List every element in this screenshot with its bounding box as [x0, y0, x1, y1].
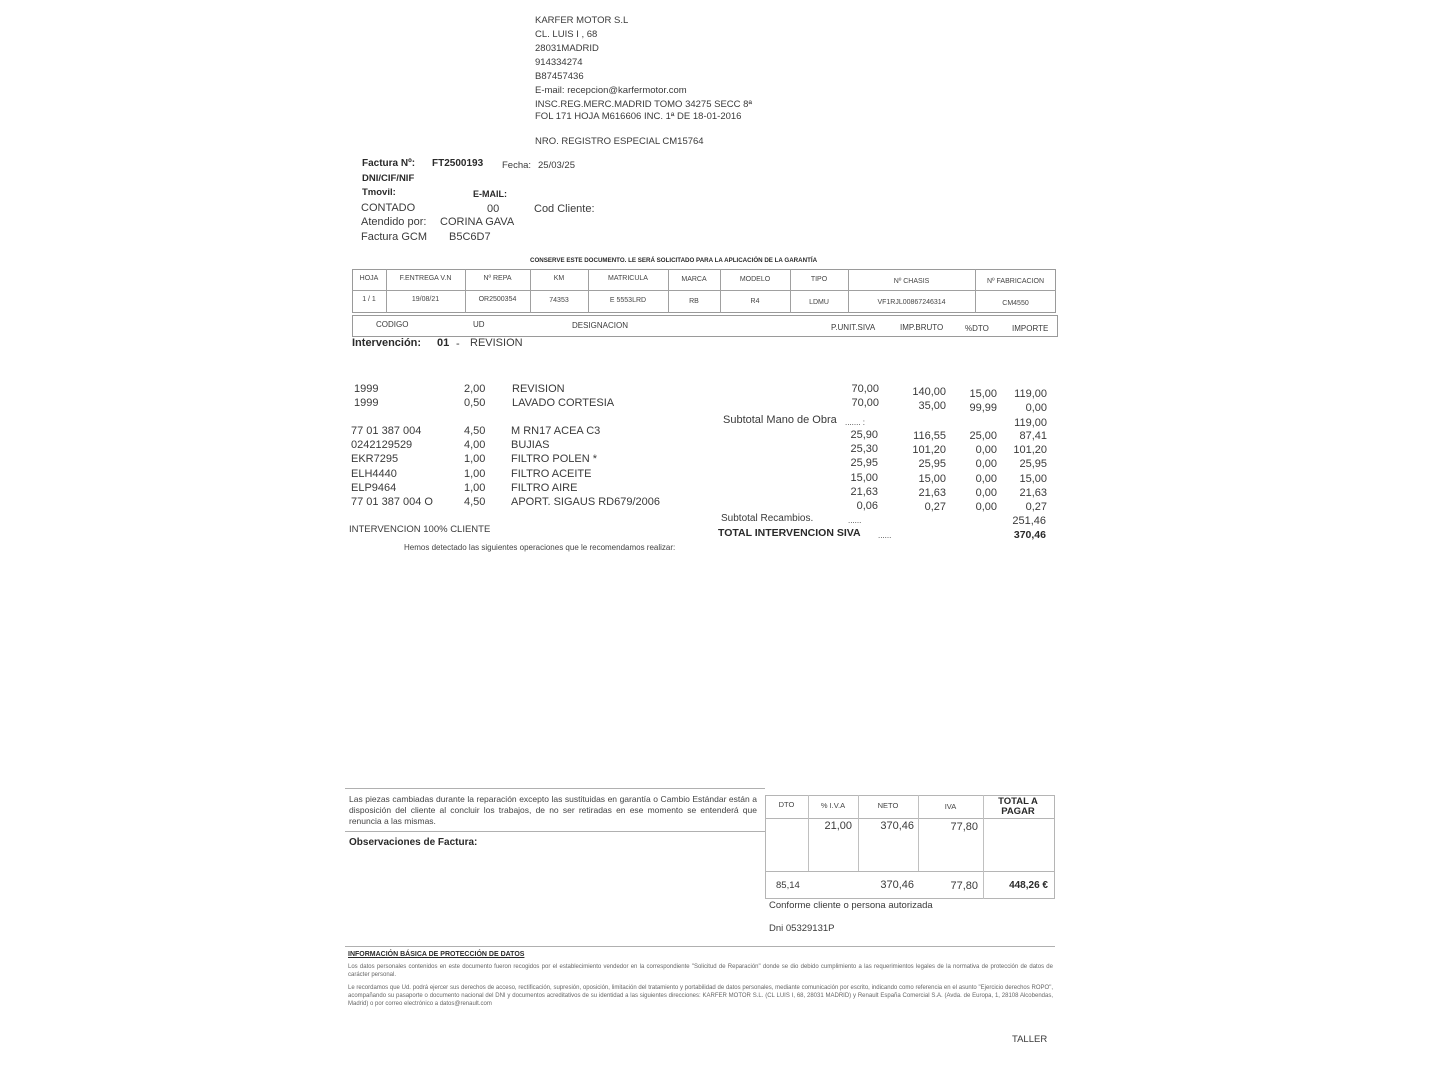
part-ud: 4,50	[464, 425, 486, 437]
parts-row	[0, 425, 1440, 442]
subtotal-parts-dots: ......	[848, 516, 862, 525]
conformity-label: Conforme cliente o persona autorizada	[769, 900, 933, 911]
parts-row	[0, 482, 1440, 499]
labor-punit: 70,00	[851, 383, 879, 395]
labor-code: 1999	[354, 397, 379, 409]
part-dto: 0,00	[975, 501, 997, 513]
invoice-date-label: Fecha:	[502, 160, 532, 171]
part-ud: 1,00	[464, 482, 486, 494]
parts-row	[0, 496, 1440, 513]
part-desc: M RN17 ACEA C3	[511, 425, 601, 437]
company-name: KARFER MOTOR S.L	[535, 15, 629, 26]
vehicle-tipo: LDMU	[809, 299, 829, 306]
attended-by: CORINA GAVA	[440, 216, 515, 228]
vehicle-chasis: VF1RJL00867246314	[877, 299, 946, 306]
vehicle-modelo: R4	[750, 298, 760, 305]
vehicle-km: 74353	[549, 297, 569, 304]
client-note: INTERVENCION 100% CLIENTE	[349, 524, 491, 535]
totals-header-iva-pct: % I.V.A	[820, 801, 846, 810]
part-dto: 25,00	[969, 430, 997, 442]
part-importe: 21,63	[1019, 487, 1047, 499]
part-ud: 4,00	[464, 439, 486, 451]
totals-sum-iva: 77,80	[950, 880, 978, 892]
part-code: 0242129529	[351, 439, 413, 451]
totals-neto: 370,46	[880, 820, 914, 832]
company-city: 28031MADRID	[535, 43, 599, 54]
vehicle-header-matricula: MATRICULA	[608, 275, 648, 282]
part-importe: 87,41	[1019, 430, 1047, 442]
lopd-title: INFORMACIÓN BÁSICA DE PROTECCIÓN DE DATOS	[348, 951, 525, 958]
labor-ud: 2,00	[464, 383, 486, 395]
intervention-name: REVISION	[470, 337, 523, 349]
labor-desc: LAVADO CORTESIA	[512, 397, 615, 409]
company-address: CL. LUIS I , 68	[535, 29, 598, 40]
vehicle-entrega: 19/08/21	[411, 296, 440, 303]
part-punit: 21,63	[850, 486, 878, 498]
payment-code: 00	[487, 203, 500, 215]
labor-row	[0, 383, 1440, 400]
company-email: E-mail: recepcion@karfermotor.com	[535, 85, 687, 96]
part-bruto: 15,00	[918, 473, 946, 485]
invoice-number: FT2500193	[432, 158, 484, 169]
vehicle-header-entrega: F.ENTREGA V.N	[399, 275, 452, 282]
invoice-date: 25/03/25	[538, 160, 575, 171]
part-bruto: 116,55	[913, 430, 946, 442]
parts-notice: Las piezas cambiadas durante la reparación excepto las sustituidas en garantía o Cambio Estándar están a disposición del cliente al concluir los trabajos, de no ser retiradas en ese momento se entenderá que renuncia a las mismas.	[349, 794, 757, 826]
part-ud: 4,50	[464, 496, 486, 508]
vehicle-matricula: E 5553LRD	[609, 297, 647, 304]
labor-row	[0, 397, 1440, 414]
items-header-importe: IMPORTE	[1012, 324, 1049, 333]
totals-header-neto: NETO	[877, 801, 899, 810]
part-code: 77 01 387 004	[351, 425, 422, 437]
labor-punit: 70,00	[851, 397, 879, 409]
subtotal-labor-value: 119,00	[1014, 417, 1047, 429]
part-punit: 25,95	[850, 457, 878, 469]
labor-desc: REVISION	[512, 383, 565, 395]
part-importe: 25,95	[1019, 458, 1047, 470]
totals-iva: 77,80	[950, 821, 978, 833]
attended-label: Atendido por:	[361, 216, 427, 228]
totals-header-dto: DTO	[778, 800, 795, 809]
part-importe: 0,27	[1025, 501, 1047, 513]
part-importe: 15,00	[1019, 473, 1047, 485]
part-desc: FILTRO POLEN *	[511, 453, 597, 465]
intervention-dash: -	[456, 338, 460, 350]
parts-row	[0, 439, 1440, 456]
part-desc: APORT. SIGAUS RD679/2006	[511, 496, 660, 508]
part-dto: 0,00	[975, 458, 997, 470]
subtotal-parts-value: 251,46	[1012, 515, 1046, 527]
part-desc: BUJIAS	[511, 439, 550, 451]
part-desc: FILTRO ACEITE	[511, 468, 592, 480]
client-code-label: Cod Cliente:	[534, 203, 595, 215]
parts-row	[0, 468, 1440, 485]
items-header-codigo: CODIGO	[376, 320, 409, 329]
gcm-label: Factura GCM	[361, 231, 428, 243]
vehicle-fabricacion: CM4550	[1002, 300, 1029, 307]
gcm-value: B5C6D7	[449, 231, 491, 243]
items-header-designacion: DESIGNACION	[572, 321, 629, 330]
total-intervention-dots: ......	[878, 531, 892, 540]
part-punit: 25,30	[850, 443, 878, 455]
total-to-pay: 448,26 €	[1009, 880, 1048, 891]
totals-header-total: TOTAL A PAGAR	[998, 796, 1038, 817]
vehicle-header-marca: MARCA	[681, 276, 707, 283]
company-registry-line1: INSC.REG.MERC.MADRID TOMO 34275 SECC 8ª	[535, 99, 752, 110]
part-code: ELH4440	[351, 468, 397, 480]
totals-header-iva: IVA	[944, 802, 957, 811]
vehicle-header-repa: Nº REPA	[483, 275, 512, 282]
parts-row	[0, 453, 1440, 470]
company-special-registry: NRO. REGISTRO ESPECIAL CM15764	[535, 136, 704, 147]
part-bruto: 101,20	[912, 444, 946, 456]
part-code: ELP9464	[351, 482, 397, 494]
total-intervention-label: TOTAL INTERVENCION SIVA	[718, 527, 861, 539]
part-dto: 0,00	[975, 473, 997, 485]
vehicle-marca: RB	[689, 298, 699, 305]
items-header-dto: %DTO	[965, 324, 989, 333]
observations-label: Observaciones de Factura:	[349, 837, 478, 848]
part-bruto: 21,63	[918, 487, 946, 499]
intervention-label: Intervención:	[352, 337, 422, 349]
part-dto: 0,00	[975, 444, 997, 456]
items-header-punit: P.UNIT.SIVA	[831, 323, 876, 332]
subtotal-parts-label: Subtotal Recambios.	[721, 513, 814, 524]
part-importe: 101,20	[1013, 444, 1047, 456]
part-ud: 1,00	[464, 453, 486, 465]
footer-label: TALLER	[1012, 1034, 1048, 1045]
labor-dto: 99,99	[969, 402, 997, 414]
part-punit: 0,06	[856, 500, 878, 512]
part-punit: 25,90	[850, 429, 878, 441]
dni-label: DNI/CIF/NIF	[362, 173, 415, 184]
totals-iva-pct: 21,00	[824, 820, 852, 832]
subtotal-labor-label: Subtotal Mano de Obra	[723, 414, 837, 426]
company-registry-line2: FOL 171 HOJA M616606 INC. 1ª DE 18-01-2016	[535, 111, 742, 122]
vehicle-header-hoja: HOJA	[359, 275, 379, 282]
vehicle-header-km: KM	[553, 275, 565, 282]
invoice-number-label: Factura Nº:	[362, 158, 416, 169]
vehicle-header-tipo: TIPO	[810, 276, 828, 283]
totals-sum-neto: 370,46	[880, 879, 914, 891]
lopd-paragraph-1: Los datos personales contenidos en este documento fueron recogidos por el establecimiento vendedor en la correspondiente "Solicitud de Reparación" donde se dio debido cumplimiento a las requerimientos legales de la normativa de protección de datos de carácter personal.	[348, 964, 1053, 978]
intervention-number: 01	[437, 337, 450, 349]
vehicle-header-chasis: Nº CHASIS	[893, 278, 930, 285]
payment-method: CONTADO	[361, 202, 416, 214]
vehicle-header-fabricacion: Nº FABRICACION	[986, 278, 1044, 285]
part-desc: FILTRO AIRE	[511, 482, 578, 494]
part-code: EKR7295	[351, 453, 399, 465]
tmovil-label: Tmovil:	[362, 187, 396, 198]
company-cif: B87457436	[535, 71, 584, 82]
subtotal-labor-dots: ....... :	[845, 418, 866, 427]
company-phone: 914334274	[535, 57, 583, 68]
vehicle-header-modelo: MODELO	[739, 276, 771, 283]
items-header-impbruto: IMP.BRUTO	[900, 323, 944, 332]
labor-ud: 0,50	[464, 397, 486, 409]
labor-code: 1999	[354, 383, 379, 395]
part-dto: 0,00	[975, 487, 997, 499]
client-dni: Dni 05329131P	[769, 923, 835, 934]
part-code: 77 01 387 004 O	[351, 496, 433, 508]
items-header	[352, 315, 1058, 337]
vehicle-repa: OR2500354	[478, 296, 517, 303]
totals-sum-dto: 85,14	[776, 880, 800, 891]
recommend-note: Hemos detectado las siguientes operaciones que le recomendamos realizar:	[404, 543, 676, 552]
part-bruto: 25,95	[918, 458, 946, 470]
labor-dto: 15,00	[969, 388, 997, 400]
email-label: E-MAIL:	[473, 189, 507, 199]
part-punit: 15,00	[850, 472, 878, 484]
labor-bruto: 140,00	[912, 386, 946, 398]
part-ud: 1,00	[464, 468, 486, 480]
lopd-paragraph-2: Le recordamos que Ud. podrá ejercer sus derechos de acceso, rectificación, supresión, oposición, limitación del tratamiento y portabilidad de datos personales, mediante comunicación por escrito, indicando como referencia en el asunto "Ejercicio derechos ROPO", acompañando su pasaporte o documento nacional del DNI y documentos acreditativos de su identidad a las siguientes direcciones: KARFER MOTOR S.L. (CL LUIS I, 68, 28031 MADRID) y Renault España Comercial S.A. (Avda. de Europa, 1, 28108 Alcobendas, Madrid) o por correo electrónico a datos@renault.com	[348, 985, 1053, 1007]
warranty-notice: CONSERVE ESTE DOCUMENTO. LE SERÁ SOLICITADO PARA LA APLICACIÓN DE LA GARANTÍA	[530, 257, 818, 264]
labor-importe: 119,00	[1014, 388, 1047, 400]
items-header-ud: UD	[473, 320, 485, 329]
total-intervention-value: 370,46	[1013, 529, 1046, 541]
labor-importe: 0,00	[1025, 402, 1047, 414]
vehicle-hoja: 1 / 1	[362, 296, 376, 303]
part-bruto: 0,27	[924, 501, 946, 513]
labor-bruto: 35,00	[918, 400, 946, 412]
